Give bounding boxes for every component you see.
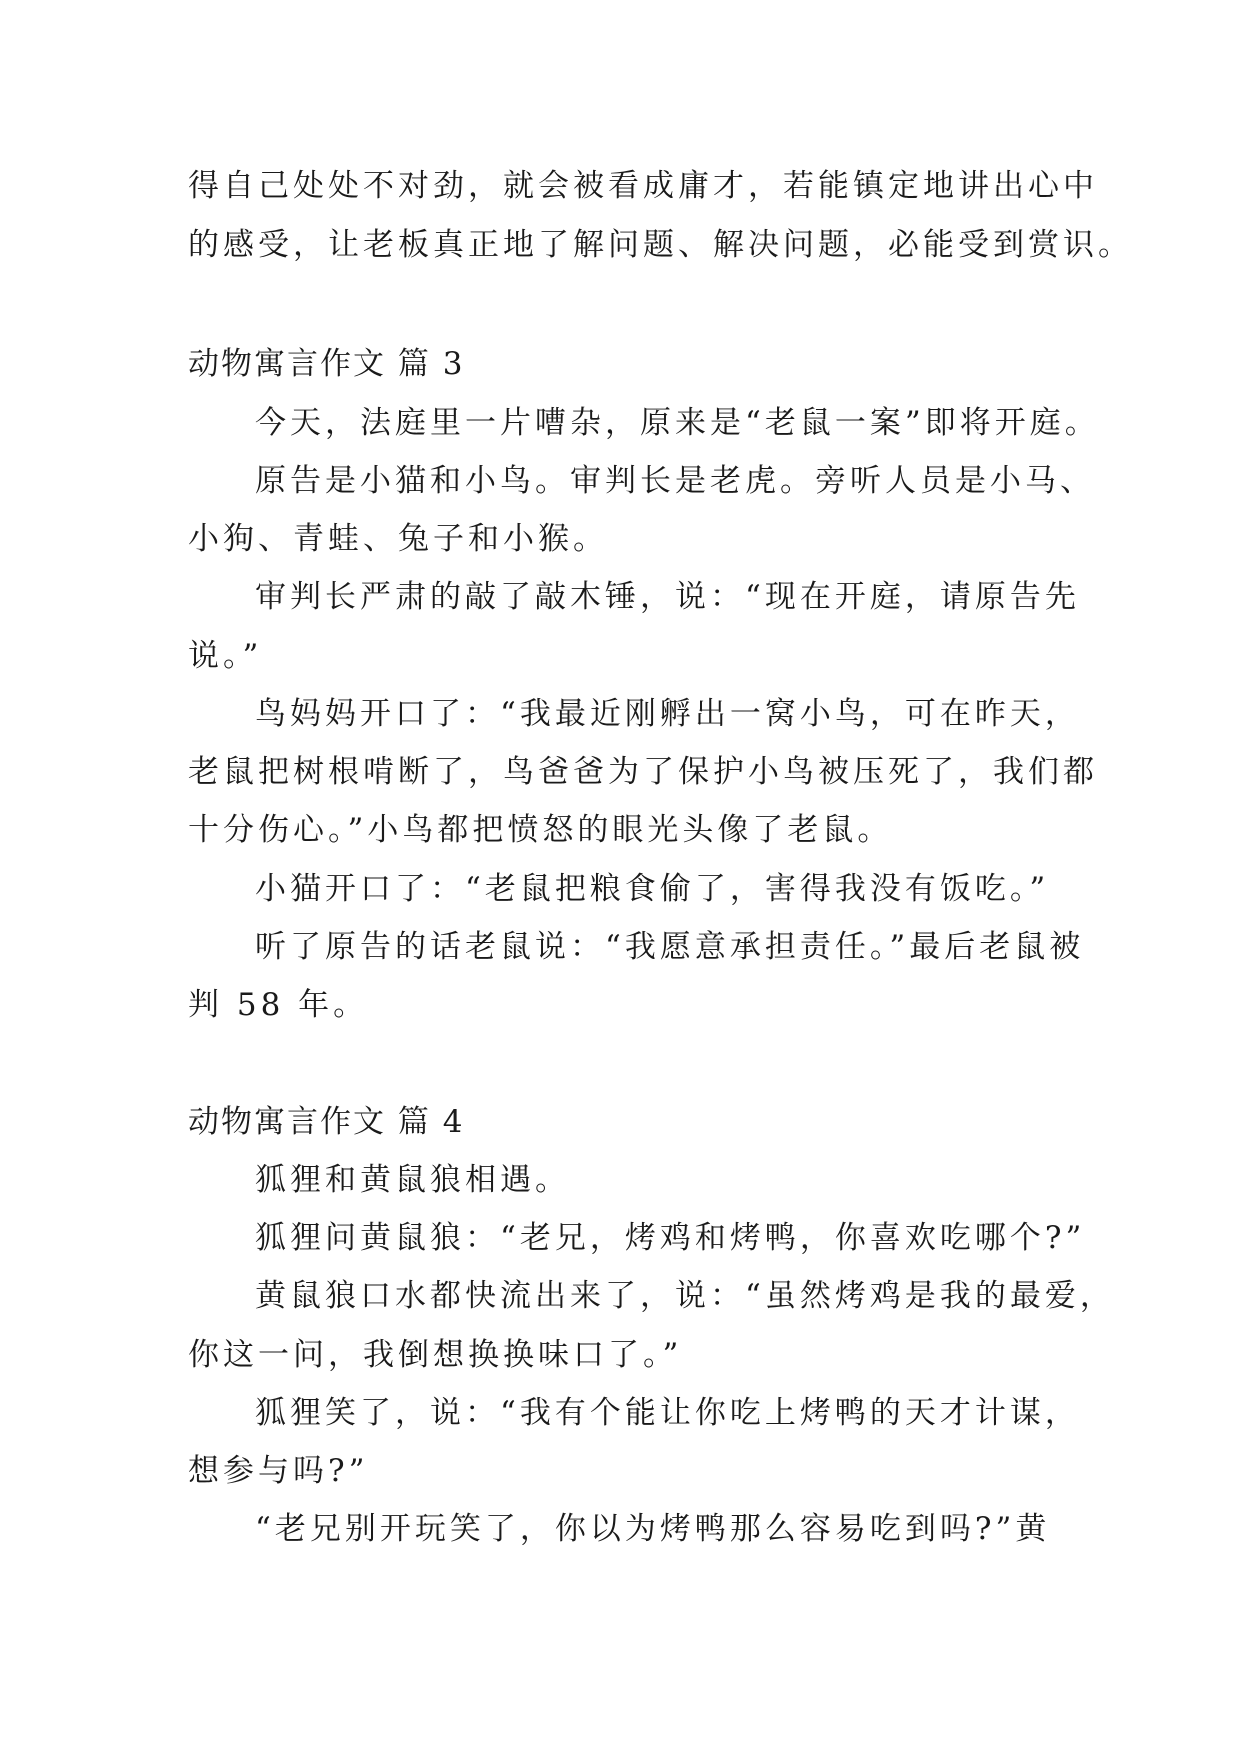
intro-line-2: 的感受，让老板真正地了解问题、解决问题，必能受到赏识。 xyxy=(188,227,1133,263)
section-4-line-1: 狐狸和黄鼠狼相遇。 xyxy=(255,1162,570,1198)
section-4-line-3: 黄鼠狼口水都快流出来了，说：“虽然烤鸡是我的最爱， xyxy=(255,1278,1115,1314)
section-4-line-6: 想参与吗?” xyxy=(188,1453,369,1489)
section-3-line-3: 小狗、青蛙、兔子和小猴。 xyxy=(188,521,608,557)
section-3-line-9: 小猫开口了：“老鼠把粮食偷了，害得我没有饭吃。” xyxy=(255,871,1050,907)
section-3-line-2: 原告是小猫和小鸟。审判长是老虎。旁听人员是小马、 xyxy=(255,463,1095,499)
section-3-line-4: 审判长严肃的敲了敲木锤，说：“现在开庭，请原告先 xyxy=(255,579,1080,615)
section-4-line-2: 狐狸问黄鼠狼：“老兄，烤鸡和烤鸭，你喜欢吃哪个?” xyxy=(255,1220,1086,1256)
section-3-line-7: 老鼠把树根啃断了，鸟爸爸为了保护小鸟被压死了，我们都 xyxy=(188,754,1098,790)
section-3-heading: 动物寓言作文 篇 3 xyxy=(188,346,465,382)
section-3-line-1: 今天，法庭里一片嘈杂，原来是“老鼠一案”即将开庭。 xyxy=(255,405,1100,441)
section-4-line-5: 狐狸笑了，说：“我有个能让你吃上烤鸭的天才计谋， xyxy=(255,1395,1080,1431)
section-4-line-7: “老兄别开玩笑了，你以为烤鸭那么容易吃到吗?”黄 xyxy=(255,1511,1051,1547)
intro-line-1: 得自己处处不对劲，就会被看成庸才，若能镇定地讲出心中 xyxy=(188,168,1098,204)
section-4-heading: 动物寓言作文 篇 4 xyxy=(188,1104,465,1140)
section-4-line-4: 你这一问，我倒想换换味口了。” xyxy=(188,1337,683,1373)
section-3-line-11: 判 58 年。 xyxy=(188,987,369,1023)
section-3-line-5: 说。” xyxy=(188,638,263,674)
section-3-line-6: 鸟妈妈开口了：“我最近刚孵出一窝小鸟，可在昨天， xyxy=(255,696,1080,732)
section-3-line-10: 听了原告的话老鼠说：“我愿意承担责任。”最后老鼠被 xyxy=(255,929,1085,965)
section-3-line-8: 十分伤心。”小鸟都把愤怒的眼光头像了老鼠。 xyxy=(188,812,893,848)
